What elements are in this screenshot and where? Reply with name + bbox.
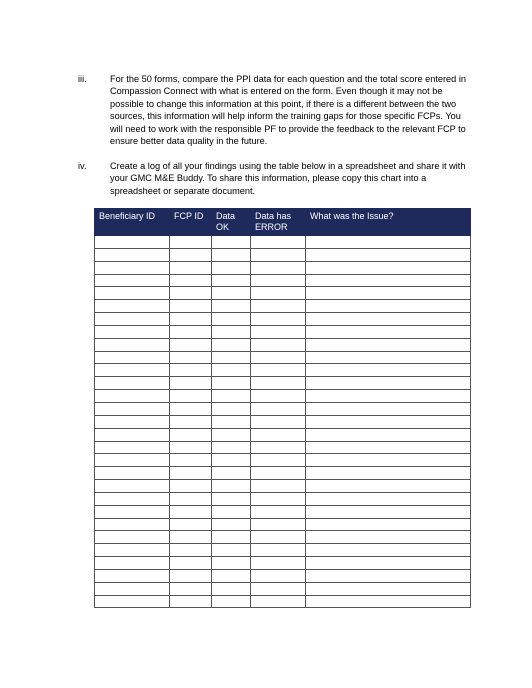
- table-cell[interactable]: [212, 313, 251, 326]
- table-cell[interactable]: [306, 595, 471, 608]
- table-cell[interactable]: [251, 261, 306, 274]
- table-cell[interactable]: [170, 415, 212, 428]
- table-cell[interactable]: [95, 518, 170, 531]
- column-header-data-ok: Data OK: [212, 209, 251, 236]
- table-cell[interactable]: [251, 364, 306, 377]
- table-cell[interactable]: [306, 505, 471, 518]
- table-cell[interactable]: [95, 531, 170, 544]
- table-row: [95, 313, 471, 326]
- table-row: [95, 454, 471, 467]
- table-cell[interactable]: [95, 492, 170, 505]
- table-cell[interactable]: [251, 377, 306, 390]
- table-cell[interactable]: [212, 518, 251, 531]
- table-cell[interactable]: [306, 441, 471, 454]
- table-cell[interactable]: [251, 441, 306, 454]
- table-cell[interactable]: [306, 557, 471, 570]
- table-cell[interactable]: [251, 544, 306, 557]
- table-row: [95, 480, 471, 493]
- table-cell[interactable]: [251, 531, 306, 544]
- table-cell[interactable]: [170, 505, 212, 518]
- table-cell[interactable]: [306, 492, 471, 505]
- table-cell[interactable]: [95, 338, 170, 351]
- table-cell[interactable]: [95, 377, 170, 390]
- table-cell[interactable]: [170, 428, 212, 441]
- table-row: [95, 518, 471, 531]
- list-item-text: Create a log of all your findings using the table below in a spreadsheet and share it with your GMC M&E Buddy. To share this information, please copy this chart into a spreadsheet or separate document.: [110, 161, 466, 196]
- table-cell[interactable]: [251, 582, 306, 595]
- table-cell[interactable]: [306, 236, 471, 249]
- table-cell[interactable]: [170, 287, 212, 300]
- table-cell[interactable]: [95, 313, 170, 326]
- table-cell[interactable]: [251, 248, 306, 261]
- column-header-issue: What was the Issue?: [306, 209, 471, 236]
- table-cell[interactable]: [212, 557, 251, 570]
- table-cell[interactable]: [306, 467, 471, 480]
- table-cell[interactable]: [212, 480, 251, 493]
- table-cell[interactable]: [306, 338, 471, 351]
- table-cell[interactable]: [251, 505, 306, 518]
- table-row: [95, 287, 471, 300]
- table-row: [95, 428, 471, 441]
- table-cell[interactable]: [212, 364, 251, 377]
- table-cell[interactable]: [212, 377, 251, 390]
- findings-log-table: [94, 208, 471, 608]
- table-cell[interactable]: [306, 544, 471, 557]
- table-cell[interactable]: [251, 557, 306, 570]
- table-row: [95, 544, 471, 557]
- table-row: [95, 300, 471, 313]
- table-cell[interactable]: [306, 377, 471, 390]
- table-row: [95, 351, 471, 364]
- table-cell[interactable]: [95, 287, 170, 300]
- table-cell[interactable]: [212, 531, 251, 544]
- table-cell[interactable]: [95, 569, 170, 582]
- table-cell[interactable]: [251, 300, 306, 313]
- table-cell[interactable]: [306, 428, 471, 441]
- table-cell[interactable]: [306, 364, 471, 377]
- table-cell[interactable]: [170, 351, 212, 364]
- table-row: [95, 364, 471, 377]
- table-cell[interactable]: [170, 518, 212, 531]
- table-cell[interactable]: [212, 428, 251, 441]
- table-cell[interactable]: [170, 492, 212, 505]
- list-item-number: iv.: [78, 161, 87, 171]
- table-cell[interactable]: [251, 325, 306, 338]
- table-cell[interactable]: [95, 582, 170, 595]
- table-cell[interactable]: [170, 582, 212, 595]
- table-cell[interactable]: [212, 261, 251, 274]
- table-cell[interactable]: [95, 364, 170, 377]
- table-cell[interactable]: [95, 428, 170, 441]
- table-cell[interactable]: [95, 441, 170, 454]
- table-cell[interactable]: [306, 480, 471, 493]
- table-cell[interactable]: [212, 505, 251, 518]
- table-cell[interactable]: [306, 274, 471, 287]
- table-cell[interactable]: [170, 557, 212, 570]
- table-row: [95, 531, 471, 544]
- table-cell[interactable]: [251, 351, 306, 364]
- table-cell[interactable]: [170, 467, 212, 480]
- table-cell[interactable]: [251, 569, 306, 582]
- table-cell[interactable]: [212, 248, 251, 261]
- table-cell[interactable]: [95, 274, 170, 287]
- table-body: [95, 236, 471, 608]
- table-cell[interactable]: [306, 518, 471, 531]
- table-row: [95, 569, 471, 582]
- table-cell[interactable]: [306, 287, 471, 300]
- column-header-data-has-error: Data has ERROR: [251, 209, 306, 236]
- table-cell[interactable]: [95, 236, 170, 249]
- table-cell[interactable]: [212, 569, 251, 582]
- table-cell[interactable]: [306, 248, 471, 261]
- table-cell[interactable]: [251, 492, 306, 505]
- table-cell[interactable]: [251, 428, 306, 441]
- table-cell[interactable]: [212, 454, 251, 467]
- table-cell[interactable]: [251, 338, 306, 351]
- table-cell[interactable]: [95, 480, 170, 493]
- table-row: [95, 505, 471, 518]
- table-cell[interactable]: [95, 595, 170, 608]
- table-cell[interactable]: [95, 557, 170, 570]
- table-cell[interactable]: [212, 338, 251, 351]
- table-row: [95, 377, 471, 390]
- table-cell[interactable]: [212, 544, 251, 557]
- table-cell[interactable]: [212, 390, 251, 403]
- table-cell[interactable]: [170, 390, 212, 403]
- table-cell[interactable]: [251, 415, 306, 428]
- table-cell[interactable]: [95, 248, 170, 261]
- table-cell[interactable]: [306, 313, 471, 326]
- table-cell[interactable]: [212, 325, 251, 338]
- table-cell[interactable]: [212, 300, 251, 313]
- table-cell[interactable]: [212, 415, 251, 428]
- table-row: [95, 248, 471, 261]
- table-cell[interactable]: [251, 390, 306, 403]
- table-cell[interactable]: [306, 390, 471, 403]
- table-cell[interactable]: [95, 300, 170, 313]
- table-cell[interactable]: [306, 454, 471, 467]
- table-cell[interactable]: [170, 544, 212, 557]
- table-cell[interactable]: [170, 325, 212, 338]
- list-item-number: iii.: [78, 74, 87, 84]
- table-cell[interactable]: [170, 402, 212, 415]
- table-row: [95, 338, 471, 351]
- table-cell[interactable]: [212, 492, 251, 505]
- table-cell[interactable]: [306, 415, 471, 428]
- table-cell[interactable]: [95, 415, 170, 428]
- table-cell[interactable]: [95, 467, 170, 480]
- table-cell[interactable]: [170, 377, 212, 390]
- table-cell[interactable]: [170, 480, 212, 493]
- table-cell[interactable]: [170, 531, 212, 544]
- table-cell[interactable]: [212, 274, 251, 287]
- table-cell[interactable]: [170, 274, 212, 287]
- table-cell[interactable]: [170, 364, 212, 377]
- table-cell[interactable]: [212, 351, 251, 364]
- table-cell[interactable]: [306, 325, 471, 338]
- table-cell[interactable]: [170, 236, 212, 249]
- column-header-fcp-id: FCP ID: [170, 209, 212, 236]
- table-cell[interactable]: [95, 390, 170, 403]
- table-cell[interactable]: [251, 518, 306, 531]
- table-cell[interactable]: [251, 480, 306, 493]
- table-row: [95, 325, 471, 338]
- table-cell[interactable]: [306, 351, 471, 364]
- table-row: [95, 236, 471, 249]
- table-cell[interactable]: [251, 287, 306, 300]
- table-cell[interactable]: [95, 505, 170, 518]
- table-cell[interactable]: [251, 313, 306, 326]
- table-row: [95, 467, 471, 480]
- list-item-text: For the 50 forms, compare the PPI data for each question and the total score entered in Compassion Connect with what is entered on the form. Even though it may not be possible to change this information at this point, if there is a different between the two sources, this information will help inform the training gaps for those specific FCPs. You will need to work with the responsible PF to provide the feedback to the relevant FCP to ensure better data quality in the future.: [110, 74, 466, 147]
- table-row: [95, 415, 471, 428]
- table-cell[interactable]: [212, 467, 251, 480]
- table-cell[interactable]: [212, 441, 251, 454]
- table-cell[interactable]: [170, 441, 212, 454]
- table-cell[interactable]: [306, 569, 471, 582]
- table-cell[interactable]: [251, 402, 306, 415]
- table-cell[interactable]: [251, 595, 306, 608]
- table-row: [95, 557, 471, 570]
- table-cell[interactable]: [95, 544, 170, 557]
- table-cell[interactable]: [306, 402, 471, 415]
- table-cell[interactable]: [170, 261, 212, 274]
- table-cell[interactable]: [95, 454, 170, 467]
- table-cell[interactable]: [306, 582, 471, 595]
- column-header-beneficiary-id: Beneficiary ID: [95, 209, 170, 236]
- table-cell[interactable]: [212, 402, 251, 415]
- table-cell[interactable]: [95, 402, 170, 415]
- table-row: [95, 390, 471, 403]
- table-cell[interactable]: [306, 261, 471, 274]
- table-cell[interactable]: [170, 300, 212, 313]
- table-cell[interactable]: [212, 236, 251, 249]
- table-cell[interactable]: [95, 325, 170, 338]
- table-row: [95, 261, 471, 274]
- table-row: [95, 441, 471, 454]
- table-row: [95, 595, 471, 608]
- table-cell[interactable]: [170, 595, 212, 608]
- table-cell[interactable]: [170, 569, 212, 582]
- table-cell[interactable]: [170, 313, 212, 326]
- table-cell[interactable]: [251, 236, 306, 249]
- table-row: [95, 492, 471, 505]
- table-cell[interactable]: [306, 531, 471, 544]
- table-cell[interactable]: [212, 582, 251, 595]
- table-row: [95, 402, 471, 415]
- table-header-row: [95, 209, 471, 236]
- table-row: [95, 274, 471, 287]
- table-cell[interactable]: [170, 248, 212, 261]
- table-cell[interactable]: [251, 454, 306, 467]
- table-cell[interactable]: [251, 274, 306, 287]
- table-cell[interactable]: [212, 287, 251, 300]
- table-cell[interactable]: [306, 300, 471, 313]
- table-cell[interactable]: [95, 351, 170, 364]
- table-cell[interactable]: [251, 467, 306, 480]
- table-cell[interactable]: [95, 261, 170, 274]
- table-row: [95, 582, 471, 595]
- table-cell[interactable]: [170, 454, 212, 467]
- table-cell[interactable]: [170, 338, 212, 351]
- table-cell[interactable]: [212, 595, 251, 608]
